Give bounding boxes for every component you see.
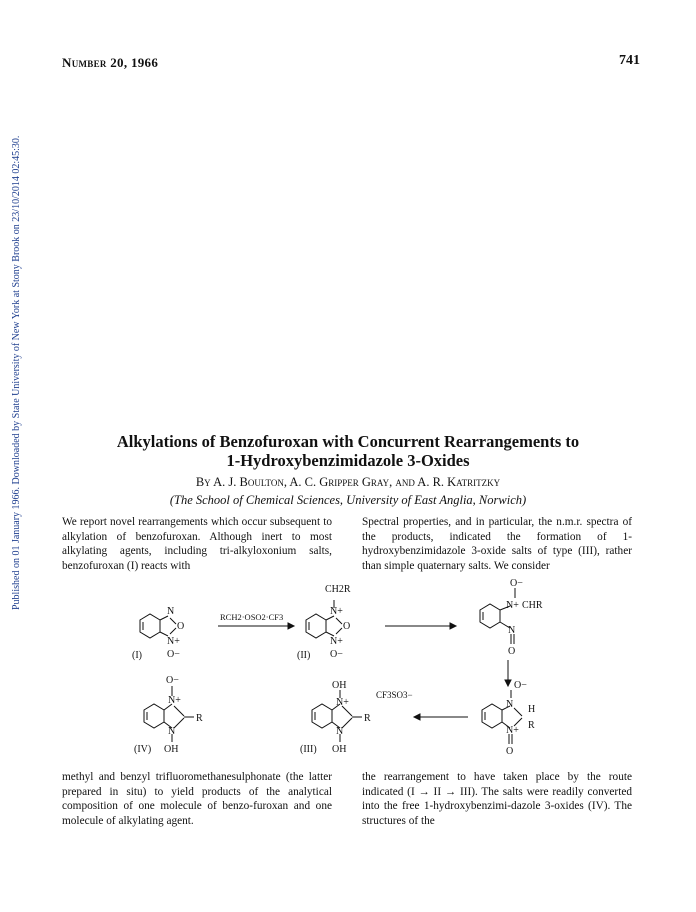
structure-I: [140, 614, 176, 638]
affiliation: (The School of Chemical Sciences, University of East Anglia, Norwich): [169, 493, 527, 507]
atom-label: N+: [336, 697, 349, 708]
reaction-scheme: [120, 578, 590, 768]
paragraph-text: methyl and benzyl trifluoromethanesulphonate (the latter prepared in situ) to yield products of the analytical composition of one molecule of benzo-furoxan and one molecule of alkylating agent.: [62, 771, 332, 827]
atom-label: N+: [168, 695, 181, 706]
atom-label: N: [168, 726, 176, 737]
authors: By A. J. Boulton, A. C. Gripper Gray, and A. R. Katritzky: [195, 475, 501, 489]
title-line-2: 1-Hydroxybenzimidazole 3-Oxides: [226, 451, 470, 470]
atom-label: O: [506, 746, 514, 757]
atom-label: N: [508, 625, 516, 636]
atom-label: OH: [332, 744, 347, 755]
paragraph-left-top: [62, 515, 332, 573]
atom-label: CHR: [522, 600, 543, 611]
page-number: 741: [619, 53, 640, 68]
atom-label: O: [343, 621, 351, 632]
atom-label: O−: [514, 680, 527, 691]
compound-label-I: (I): [132, 650, 142, 661]
atom-label: CH2R: [325, 584, 351, 595]
journal-issue: Number 20, 1966: [62, 55, 159, 70]
atom-label: R: [196, 713, 203, 724]
compound-label-II: (II): [297, 650, 311, 661]
atom-label: O−: [510, 578, 523, 589]
atom-label: N+: [506, 725, 519, 736]
atom-label: O−: [330, 649, 343, 660]
paragraph-right-top: [362, 515, 632, 573]
atom-label: N+: [167, 636, 180, 647]
paragraph-left-bottom: [62, 770, 332, 828]
paragraph-text: the rearrangement to have taken place by the route indicated (I → II → III). The salts were readily converted into the free 1-hydroxybenzimi-dazole 3-oxides (IV). The structures of the: [362, 771, 632, 827]
atom-label: OH: [332, 680, 347, 691]
article-title: [60, 432, 636, 470]
atom-label: N+: [330, 636, 343, 647]
atom-label: R: [528, 720, 535, 731]
compound-label-III: (III): [300, 744, 317, 755]
atom-label: OH: [164, 744, 179, 755]
atom-label: O−: [166, 675, 179, 686]
download-watermark-text: Published on 01 January 1966. Downloaded by State University of New York at Stony Brook on 23/10/2014 02:45:30.: [11, 135, 22, 610]
counterion-label: CF3SO3−: [376, 690, 413, 700]
paragraph-text: We report novel rearrangements which occur subsequent to alkylation of benzofuroxan. Although inert to most alkylating agents, including tri-alkyloxonium salts, benzofuroxan (I) reacts with: [62, 516, 332, 572]
atom-label: N+: [330, 606, 343, 617]
compound-label-IV: (IV): [134, 744, 152, 755]
atom-label: R: [364, 713, 371, 724]
atom-label: N: [336, 726, 344, 737]
title-line-1: Alkylations of Benzofuroxan with Concurrent Rearrangements to: [116, 432, 580, 451]
atom-label: H: [528, 704, 536, 715]
download-watermark: [4, 20, 22, 610]
atom-label: O: [177, 621, 185, 632]
atom-label: N: [167, 606, 175, 617]
atom-label: N+: [506, 600, 519, 611]
paragraph-text: Spectral properties, and in particular, the n.m.r. spectra of the products, indicated the formation of 1-hydroxybenzimidazole 3-oxide salts of type (III), rather than simple quaternary salts. We consider: [362, 516, 632, 572]
atom-label: O−: [167, 649, 180, 660]
reagent-label: RCH2·OSO2·CF3: [220, 612, 284, 622]
atom-label: O: [508, 646, 516, 657]
atom-label: N: [506, 699, 514, 710]
paragraph-right-bottom: [362, 770, 632, 828]
